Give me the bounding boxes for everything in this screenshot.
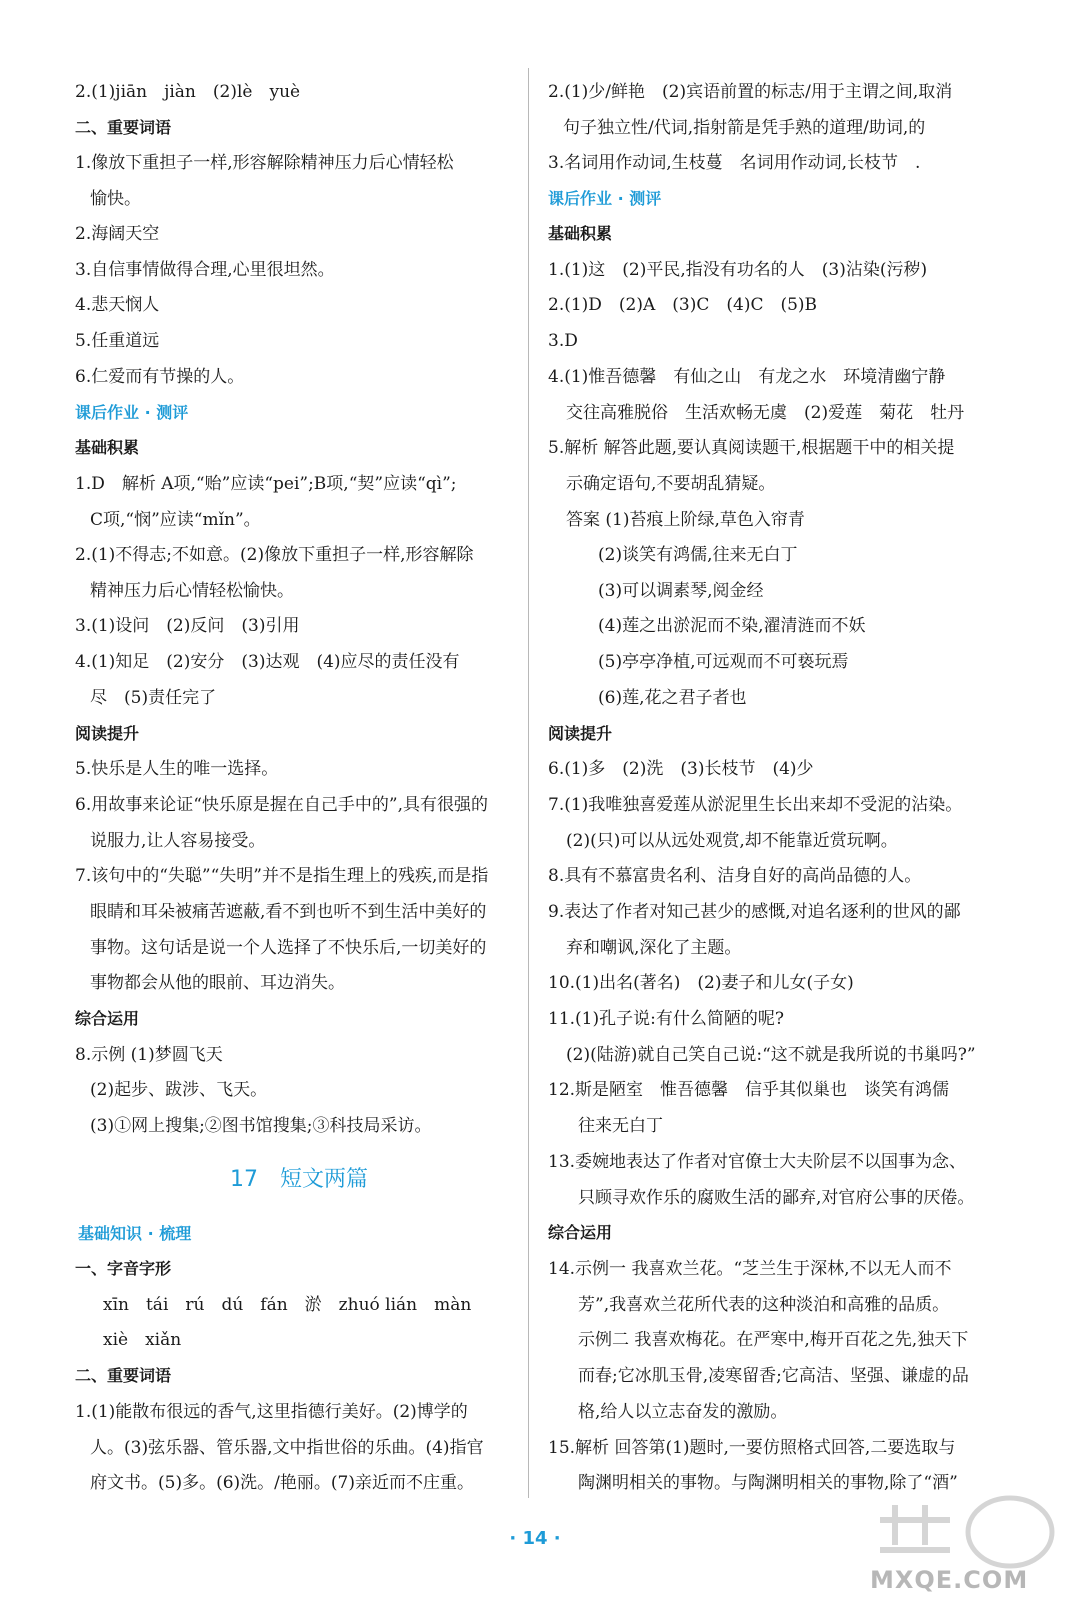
text-line: (3)可以调素琴,阅金经 (598, 581, 764, 601)
text-line: 9.表达了作者对知己甚少的感慨,对追名逐利的世风的鄙 (548, 902, 961, 922)
text-line: 格,给人以立志奋发的激励。 (578, 1402, 788, 1422)
text-line: 8.示例 (1)梦圆飞天 (75, 1045, 223, 1065)
text-line: 示例二 我喜欢梅花。在严寒中,梅开百花之先,独天下 (578, 1330, 969, 1350)
text-line: 4.悲天悯人 (75, 295, 160, 315)
text-line: 眼睛和耳朵被痛苦遮蔽,看不到也听不到生活中美好的 (90, 902, 487, 922)
text-line: 7.(1)我唯独喜爱莲从淤泥里生长出来却不受泥的沾染。 (548, 795, 963, 815)
text-line: 2.海阔天空 (75, 224, 160, 244)
text-line: C项,“悯”应读“mǐn”。 (90, 510, 261, 530)
section-heading: 阅读提升 (75, 724, 140, 743)
text-line: 往来无白丁 (578, 1116, 663, 1136)
text-line: 2.(1)少/鲜艳 (2)宾语前置的标志/用于主谓之间,取消 (548, 82, 953, 102)
section-heading: 综合运用 (75, 1009, 140, 1028)
text-line: 愉快。 (90, 189, 141, 209)
text-line: 说服力,让人容易接受。 (90, 831, 266, 851)
text-line: 事物都会从他的眼前、耳边消失。 (90, 973, 345, 993)
text-line: 示确定语句,不要胡乱猜疑。 (566, 474, 776, 494)
text-line: 5.任重道远 (75, 331, 160, 351)
pinyin-line: xīn tái rú dú fán 淤 zhuó lián màn (103, 1295, 472, 1315)
text-line: 只顾寻欢作乐的腐败生活的鄙弃,对官府公事的厌倦。 (578, 1188, 975, 1208)
text-line: 3.(1)设问 (2)反问 (3)引用 (75, 616, 300, 636)
section-heading: 一、字音字形 (75, 1259, 172, 1278)
text-line: (5)亭亭净植,可远观而不可亵玩焉 (598, 652, 849, 672)
text-line: 5.解析 解答此题,要认真阅读题干,根据题干中的相关提 (548, 438, 955, 458)
text-line: 13.委婉地表达了作者对官僚士大夫阶层不以国事为念、 (548, 1152, 967, 1172)
text-line: 答案 (1)苔痕上阶绿,草色入帘青 (566, 510, 805, 530)
watermark-text: MXQE.COM (870, 1566, 1029, 1594)
section-heading: 基础积累 (548, 224, 613, 243)
text-line: 1.像放下重担子一样,形容解除精神压力后心情轻松 (75, 153, 454, 173)
section-heading: 阅读提升 (548, 724, 613, 743)
text-line: 2.(1)D (2)A (3)C (4)C (5)B (548, 295, 818, 315)
lesson-title: 17 短文两篇 (230, 1167, 368, 1192)
text-line: 6.仁爱而有节操的人。 (75, 367, 245, 387)
text-line: (2)谈笑有鸿儒,往来无白丁 (598, 545, 798, 565)
text-line: 交往高雅脱俗 生活欢畅无虞 (2)爱莲 菊花 牡丹 (566, 403, 965, 423)
text-line: 人。(3)弦乐器、管乐器,文中指世俗的乐曲。(4)指官 (90, 1438, 484, 1458)
text-line: 事物。这句话是说一个人选择了不快乐后,一切美好的 (90, 938, 487, 958)
text-line: 4.(1)惟吾德馨 有仙之山 有龙之水 环境清幽宁静 (548, 367, 946, 387)
section-heading: 二、重要词语 (75, 118, 172, 137)
text-line: 2.(1)jiān jiàn (2)lè yuè (75, 82, 301, 102)
text-line: 12.斯是陋室 惟吾德馨 信乎其似巢也 谈笑有鸿儒 (548, 1080, 950, 1100)
pinyin-line: xiè xiǎn (103, 1330, 182, 1350)
text-line: (2)(陆游)就自己笑自己说:“这不就是我所说的书巢吗?” (566, 1045, 976, 1065)
text-line: (2)起步、跋涉、飞天。 (90, 1080, 268, 1100)
text-line: 7.该句中的“失聪”“失明”并不是指生理上的残疾,而是指 (75, 866, 489, 886)
text-line: 4.(1)知足 (2)安分 (3)达观 (4)应尽的责任没有 (75, 652, 460, 672)
text-line: 5.快乐是人生的唯一选择。 (75, 759, 279, 779)
text-line: 尽 (5)责任完了 (90, 688, 217, 708)
text-line: 1.(1)能散布很远的香气,这里指德行美好。(2)博学的 (75, 1402, 468, 1422)
text-line: 6.用故事来论证“快乐原是握在自己手中的”,具有很强的 (75, 795, 489, 815)
text-line: (2)(只)可以从远处观赏,却不能靠近赏玩啊。 (566, 831, 898, 851)
section-heading: 基础积累 (75, 438, 140, 457)
text-line: 府文书。(5)多。(6)洗。/艳丽。(7)亲近而不庄重。 (90, 1473, 474, 1493)
section-banner: 课后作业 · 测评 (75, 403, 189, 422)
section-heading: 综合运用 (548, 1223, 613, 1242)
text-line: 而春;它冰肌玉骨,凌寒留香;它高洁、坚强、谦虚的品 (578, 1366, 969, 1386)
column-divider (528, 68, 529, 1498)
text-line: 1.(1)这 (2)平民,指没有功名的人 (3)沾染(污秽) (548, 260, 928, 280)
text-line: 15.解析 回答第(1)题时,一要仿照格式回答,二要选取与 (548, 1438, 956, 1458)
text-line: 3.自信事情做得合理,心里很坦然。 (75, 260, 335, 280)
text-line: 8.具有不慕富贵名利、洁身自好的高尚品德的人。 (548, 866, 922, 886)
text-line: 陶渊明相关的事物。与陶渊明相关的事物,除了“酒” (578, 1473, 958, 1493)
section-banner: 课后作业 · 测评 (548, 189, 662, 208)
text-line: 10.(1)出名(著名) (2)妻子和儿女(子女) (548, 973, 854, 993)
text-line: (3)①网上搜集;②图书馆搜集;③科技局采访。 (90, 1116, 432, 1136)
text-line: 11.(1)孔子说:有什么简陋的呢? (548, 1009, 784, 1029)
section-banner: 基础知识 · 梳理 (78, 1224, 192, 1243)
text-line: 14.示例一 我喜欢兰花。“芝兰生于深林,不以无人而不 (548, 1259, 952, 1279)
text-line: 1.D 解析 A项,“贻”应读“pei”;B项,“契”应读“qì”; (75, 474, 457, 494)
text-line: 精神压力后心情轻松愉快。 (90, 581, 294, 601)
text-line: 3.D (548, 331, 578, 351)
text-line: 2.(1)不得志;不如意。(2)像放下重担子一样,形容解除 (75, 545, 474, 565)
text-line: (4)莲之出淤泥而不染,濯清涟而不妖 (598, 616, 866, 636)
text-line: 6.(1)多 (2)洗 (3)长枝节 (4)少 (548, 759, 814, 779)
text-line: 弃和嘲讽,深化了主题。 (566, 938, 742, 958)
page-number: · 14 · (509, 1528, 561, 1549)
text-line: (6)莲,花之君子者也 (598, 688, 747, 708)
text-line: 3.名词用作动词,生枝蔓 名词用作动词,长枝节 . (548, 153, 921, 173)
section-heading: 二、重要词语 (75, 1366, 172, 1385)
text-line: 芳”,我喜欢兰花所代表的这种淡泊和高雅的品质。 (578, 1295, 950, 1315)
text-line: 句子独立性/代词,指射箭是凭手熟的道理/助词,的 (563, 118, 926, 138)
